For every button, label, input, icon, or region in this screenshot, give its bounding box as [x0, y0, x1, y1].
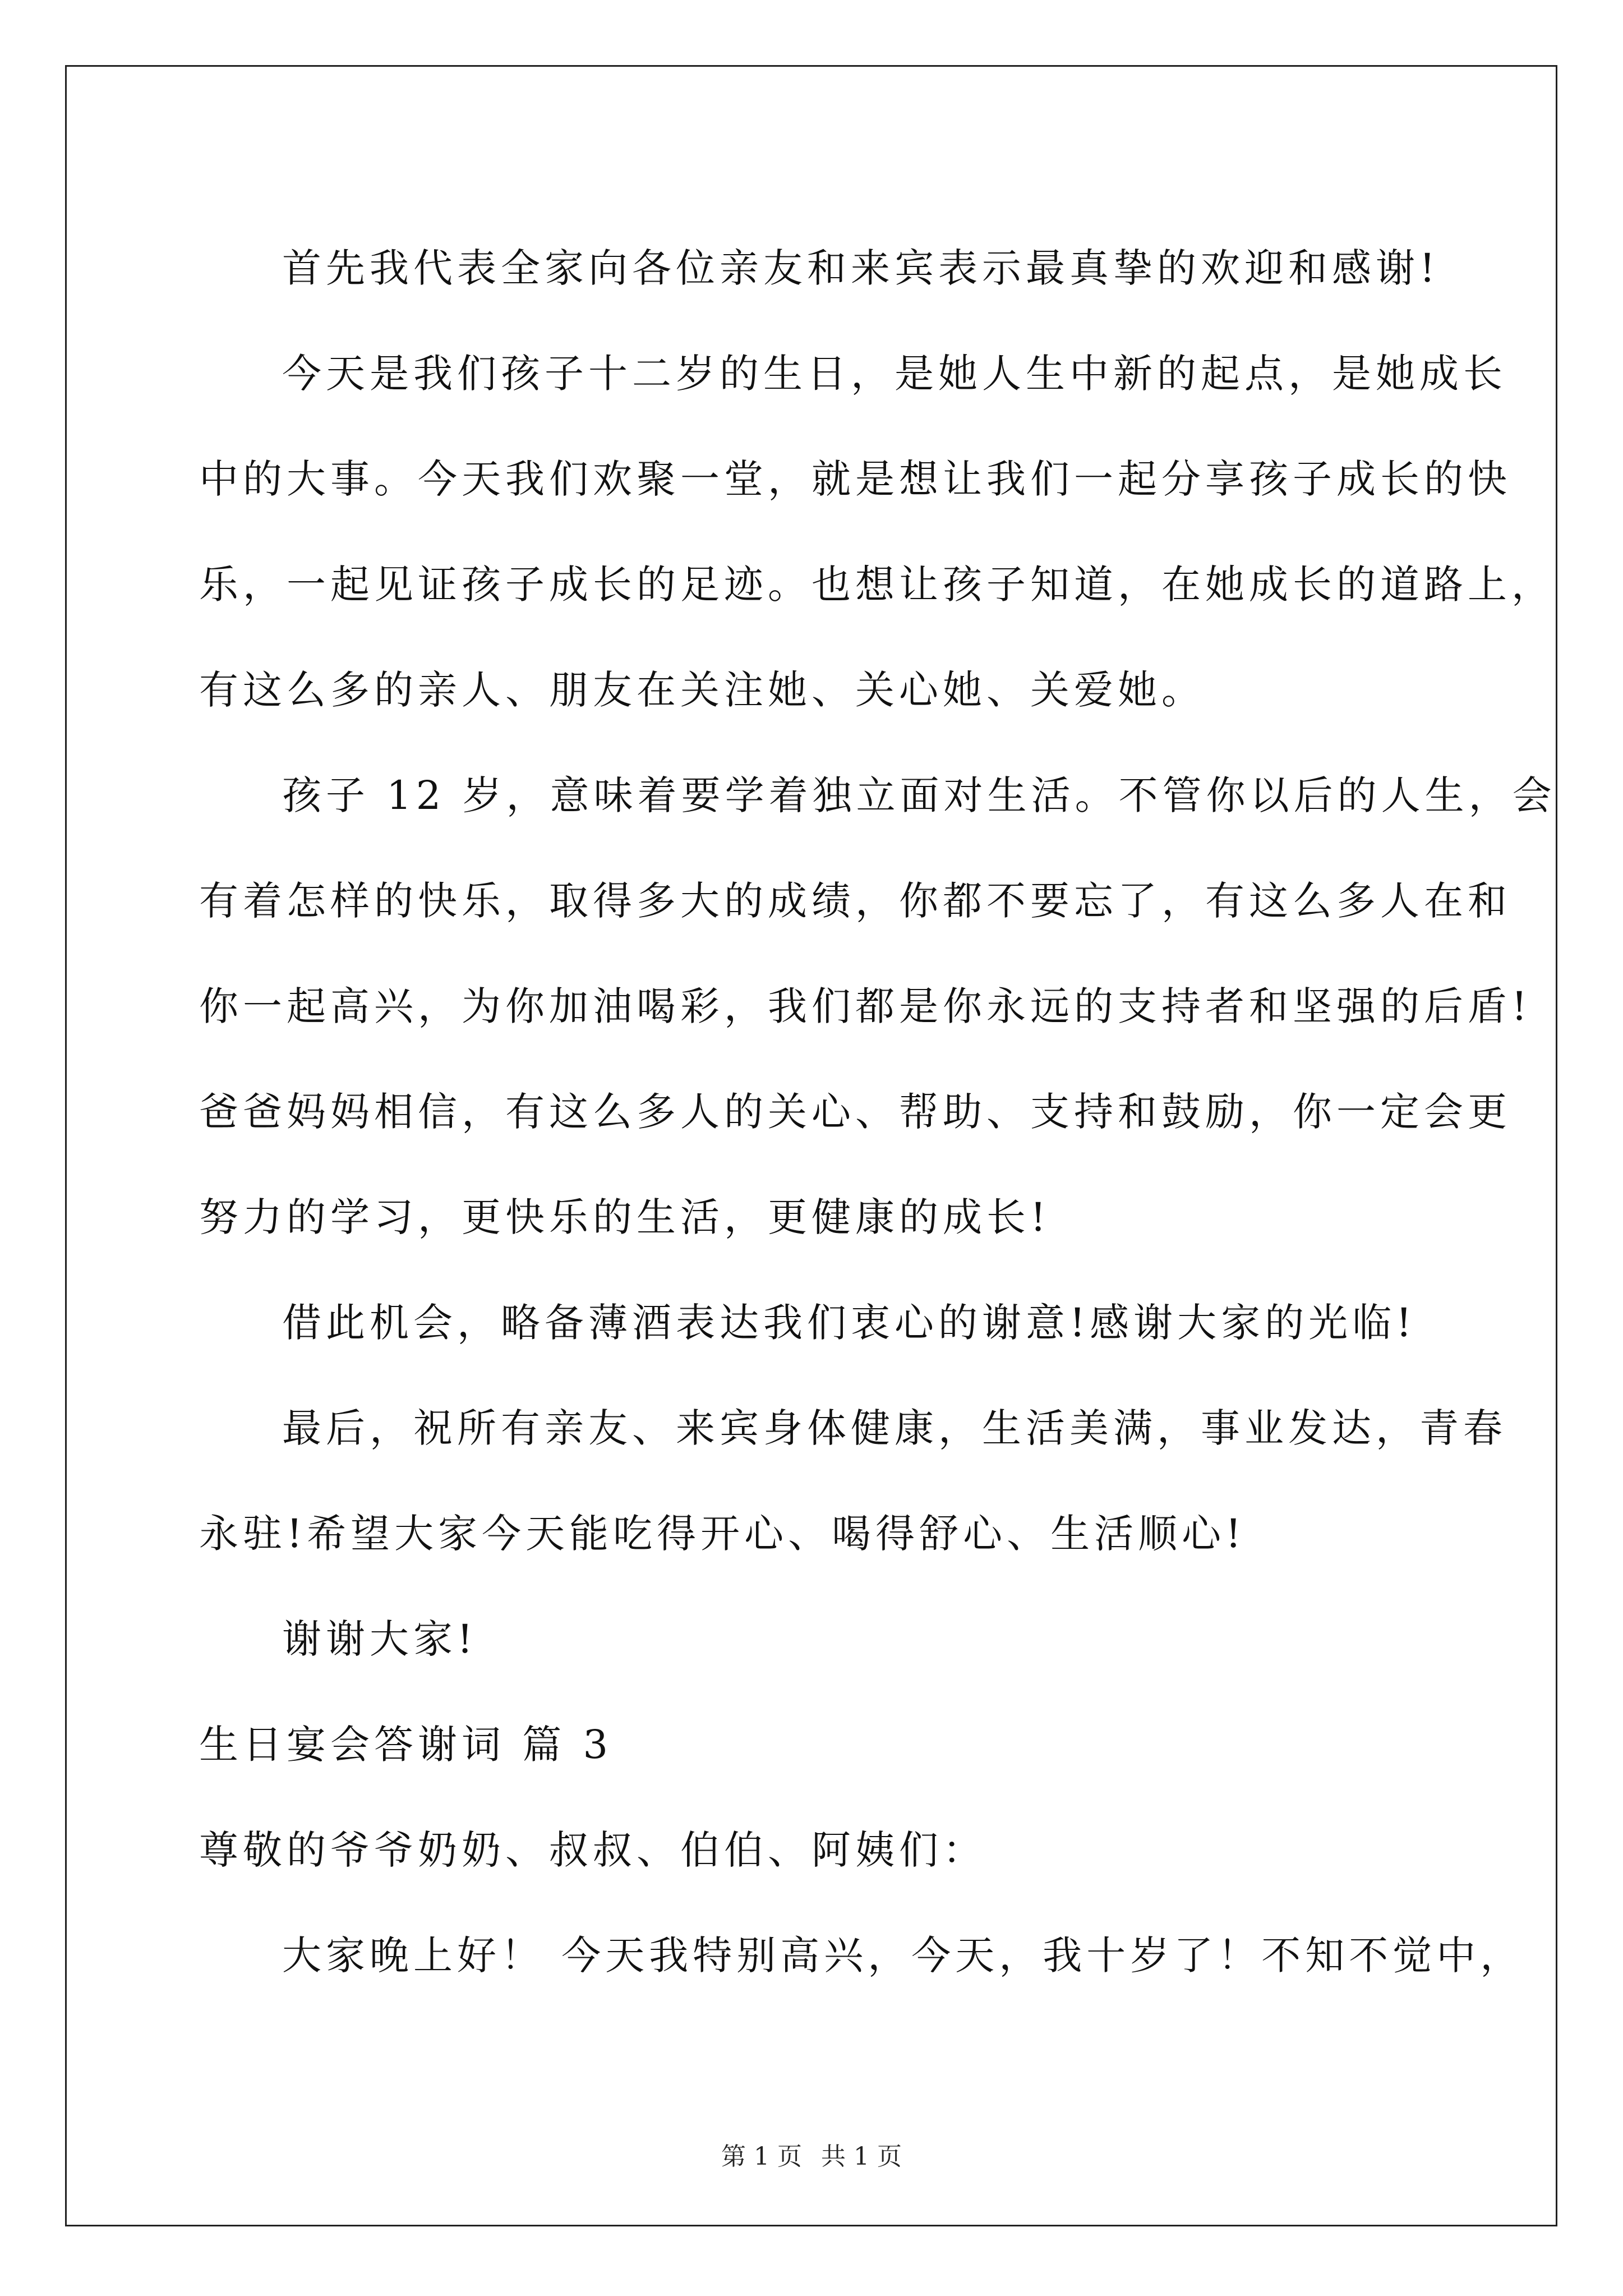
salutation-line: 尊敬的爷爷奶奶、叔叔、伯伯、阿姨们： [199, 1827, 986, 1873]
paragraph-line: 乐，一起见证孩子成长的足迹。也想让孩子知道，在她成长的道路上， [199, 562, 1555, 608]
paragraph-line: 你一起高兴，为你加油喝彩，我们都是你永远的支持者和坚强的后盾! [199, 983, 1532, 1029]
document-body [199, 215, 1556, 2008]
section-heading: 生日宴会答谢词 篇 3 [199, 1722, 613, 1768]
paragraph-line: 最后，祝所有亲友、来宾身体健康，生活美满，事业发达，青春 [282, 1405, 1507, 1451]
paragraph-line: 借此机会，略备薄酒表达我们衷心的谢意!感谢大家的光临! [282, 1300, 1417, 1346]
paragraph-line: 孩子 12 岁，意味着要学着独立面对生活。不管你以后的人生，会 [282, 772, 1556, 818]
paragraph-line: 有这么多的亲人、朋友在关注她、关心她、关爱她。 [199, 667, 1205, 713]
paragraph-line: 努力的学习，更快乐的生活，更健康的成长! [199, 1194, 1051, 1240]
paragraph-line: 首先我代表全家向各位亲友和来宾表示最真挚的欢迎和感谢! [282, 245, 1440, 291]
paragraph-line: 有着怎样的快乐，取得多大的成绩，你都不要忘了，有这么多人在和 [199, 878, 1511, 924]
paragraph-line: 爸爸妈妈相信，有这么多人的关心、帮助、支持和鼓励，你一定会更 [199, 1089, 1511, 1135]
page-number: 第 1 页 [721, 2142, 802, 2171]
paragraph-line: 永驻!希望大家今天能吃得开心、喝得舒心、生活顺心! [199, 1511, 1246, 1557]
page-footer [0, 2140, 1623, 2174]
paragraph-line: 谢谢大家! [282, 1616, 478, 1662]
paragraph-line: 今天是我们孩子十二岁的生日，是她人生中新的起点，是她成长 [282, 351, 1507, 397]
paragraph-line: 大家晚上好！ 今天我特别高兴，今天，我十岁了！不知不觉中， [282, 1932, 1524, 1978]
page-total: 共 1 页 [821, 2142, 902, 2171]
paragraph-line: 中的大事。今天我们欢聚一堂，就是想让我们一起分享孩子成长的快 [199, 456, 1511, 502]
